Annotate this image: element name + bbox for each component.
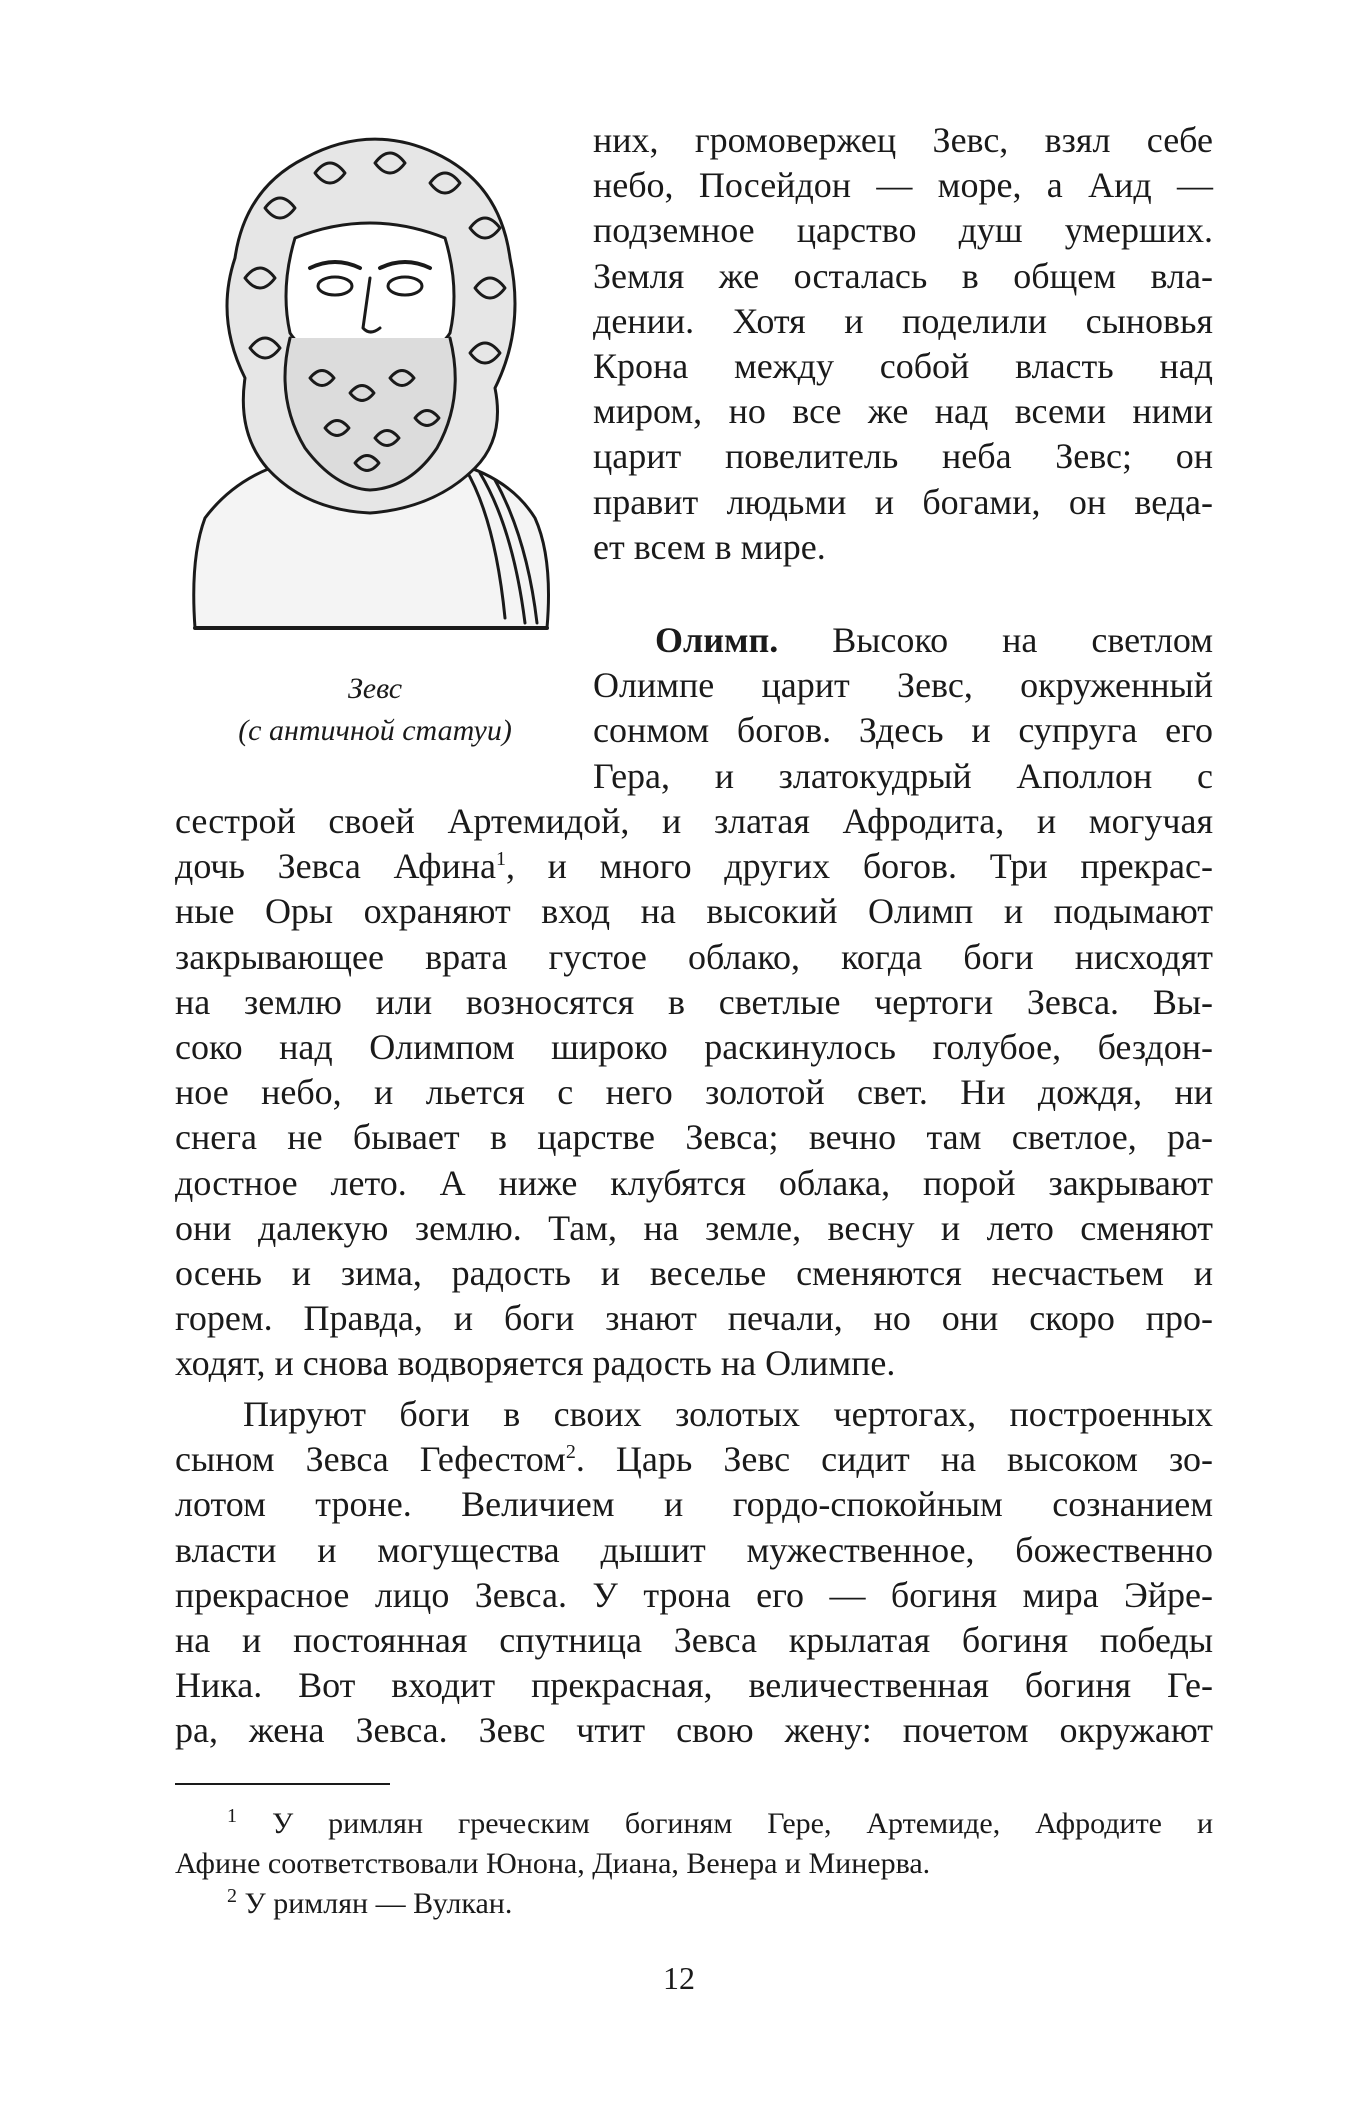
text-line: лотом троне. Величием и гордо-спокойным сознанием — [175, 1484, 1213, 1525]
footnote-ref: 2 — [565, 1441, 576, 1464]
text-line: осень и зима, радость и веселье сменяются несчастьем и — [175, 1253, 1213, 1294]
text-line: правит людьми и богами, он веда- — [593, 481, 1213, 522]
text-line: власти и могущества дышит мужественное, божественно — [175, 1529, 1213, 1570]
text-line: Олимпе царит Зевс, окруженный — [593, 665, 1213, 706]
figure-caption — [175, 668, 575, 752]
text-line: сестрой своей Артемидой, и златая Афродита, и могучая — [175, 801, 1213, 841]
caption-subtitle: (с античной статуи) — [238, 714, 512, 747]
zeus-bust-illustration — [175, 118, 565, 648]
text-line: соко над Олимпом широко раскинулось голубое, бездон- — [175, 1027, 1213, 1068]
footnotes — [175, 1804, 1213, 1924]
text-line: сонмом богов. Здесь и супруга его — [593, 710, 1213, 751]
footnote-separator — [175, 1783, 390, 1785]
column-paragraph — [593, 118, 1213, 570]
caption-title: Зевс — [347, 672, 403, 705]
text-fragment: сыном Зевса Гефестом — [175, 1439, 566, 1480]
text-line: небо, Посейдон — море, а Аид — — [593, 165, 1213, 206]
text-line: них, громовержец Зевс, взял себе — [593, 120, 1213, 160]
text-line: горем. Правда, и боги знают печали, но они скоро про- — [175, 1298, 1213, 1339]
zeus-bust-icon — [175, 118, 565, 648]
text-line — [175, 844, 1213, 889]
text-line: на и постоянная спутница Зевса крылатая богиня победы — [175, 1620, 1213, 1661]
feast-paragraph — [175, 1392, 1213, 1754]
text-line: Пируют боги в своих золотых чертогах, построенных — [243, 1394, 1213, 1434]
text-fragment: , и много других богов. Три прекрас- — [505, 846, 1213, 887]
text-line: закрывающее врата густое облако, когда боги нисходят — [175, 936, 1213, 977]
text-line: царит повелитель неба Зевс; он — [593, 436, 1213, 477]
text-line: ет всем в мире. — [593, 526, 826, 567]
text-fragment: . Царь Зевс сидит на высоком зо- — [575, 1439, 1213, 1480]
olymp-column-paragraph — [593, 618, 1213, 799]
text-line: прекрасное лицо Зевса. У трона его — богиня мира Эйре- — [175, 1574, 1213, 1615]
heading-rest: Высоко на светлом — [832, 620, 1213, 660]
section-heading: Олимп. — [655, 620, 779, 660]
text-line: снега не бывает в царстве Зевса; вечно там светлое, ра- — [175, 1117, 1213, 1158]
footnote-text: У римлян — Вулкан. — [244, 1887, 513, 1920]
footnote-mark: 1 — [227, 1805, 237, 1827]
text-line: Крона между собой власть над — [593, 346, 1213, 387]
footnote-1 — [175, 1804, 1213, 1844]
footnote-text: У римлян греческим богиням Гере, Артемиде, Афродите и — [271, 1807, 1213, 1840]
text-line: Гера, и златокудрый Аполлон с — [593, 755, 1213, 796]
footnote-ref: 1 — [495, 848, 506, 871]
footnote-mark: 2 — [227, 1885, 237, 1907]
text-fragment: дочь Зевса Афина — [175, 846, 496, 887]
footnote-1-continued: Афине соответствовали Юнона, Диана, Венера и Минерва. — [175, 1847, 931, 1880]
text-line: Ника. Вот входит прекрасная, величественная богиня Ге- — [175, 1665, 1213, 1706]
text-line: ра, жена Зевса. Зевс чтит свою жену: почетом окружают — [175, 1710, 1213, 1751]
text-line: они далекую землю. Там, на земле, весну и лето сменяют — [175, 1207, 1213, 1248]
text-line: подземное царство душ умерших. — [593, 210, 1213, 251]
text-line: достное лето. А ниже клубятся облака, порой закрывают — [175, 1162, 1213, 1203]
text-line: Земля же осталась в общем вла- — [593, 255, 1213, 296]
text-line: ное небо, и льется с него золотой свет. Ни дождя, ни — [175, 1072, 1213, 1113]
text-line: дении. Хотя и поделили сыновья — [593, 300, 1213, 341]
text-line: ные Оры охраняют вход на высокий Олимп и подымают — [175, 891, 1213, 932]
text-line: на землю или возносятся в светлые чертоги Зевса. Вы- — [175, 981, 1213, 1022]
text-line: миром, но все же над всеми ними — [593, 391, 1213, 432]
olymp-full-paragraph — [175, 799, 1213, 1387]
page-number: 12 — [663, 1960, 695, 1996]
text-line — [593, 618, 1213, 663]
text-line — [175, 1437, 1213, 1482]
text-line: ходят, и снова водворяется радость на Олимпе. — [175, 1343, 896, 1384]
footnote-2 — [175, 1884, 1213, 1924]
